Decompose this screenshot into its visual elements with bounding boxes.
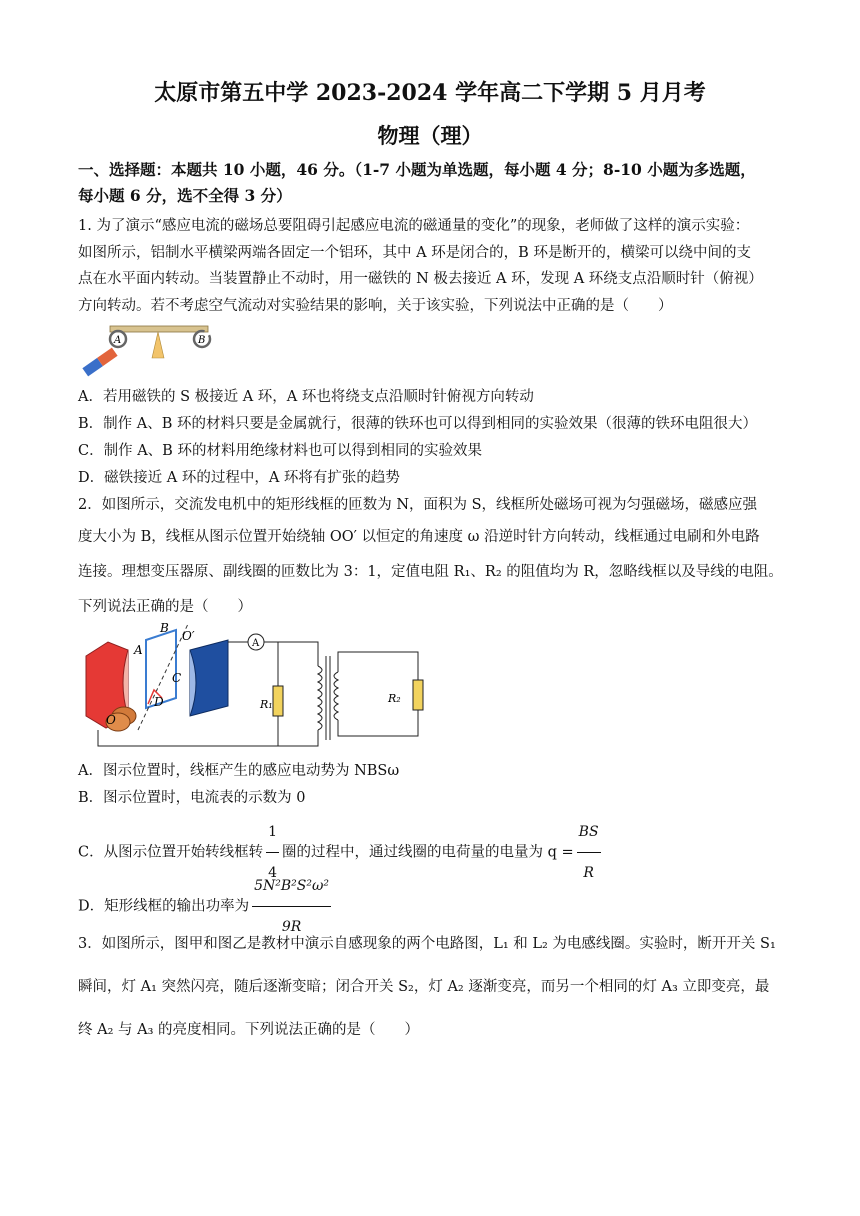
section-heading-line1: 一、选择题：本题共 10 小题，46 分。（1-7 小题为单选题，每小题 4 分；8-10 小题为多选题， — [78, 160, 756, 179]
q1-line1: 1. 为了演示“感应电流的磁场总要阻碍引起感应电流的磁通量的变化”的现象，老师做了这样的演示实验： — [78, 218, 750, 234]
q1-option-c: C．制作 A、B 环的材料用绝缘材料也可以得到相同的实验效果 — [78, 443, 482, 459]
q2-option-d: D．矩形线框的输出功率为 $\frac{\text{5N²B²S²ω²}}{9R}$ — [78, 866, 788, 947]
svg-text:O: O — [106, 713, 116, 727]
svg-text:A: A — [114, 335, 122, 346]
q2-line1: 2．如图所示，交流发电机中的矩形线框的匝数为 N，面积为 S，线框所处磁场可视为匀强磁场，磁感应强 — [78, 497, 758, 513]
svg-text:R₂: R₂ — [388, 692, 401, 705]
svg-text:O′: O′ — [182, 629, 195, 643]
magnet-icon — [82, 348, 117, 377]
resistor-r1-icon — [273, 686, 283, 716]
q3-line1: 3．如图所示，图甲和图乙是教材中演示自感现象的两个电路图，L₁ 和 L₂ 为电感线圈。实验时，断开开关 S₁ — [78, 936, 776, 952]
q1-ring-apparatus-figure — [78, 322, 223, 378]
section-heading-line2: 每小题 6 分，选不全得 3 分） — [78, 186, 292, 205]
svg-text:R₁: R₁ — [260, 698, 273, 711]
exam-subtitle: 物理（理） — [377, 123, 483, 148]
q2-option-b: B．图示位置时，电流表的示数为 0 — [78, 790, 306, 806]
q2-line2: 度大小为 B，线框从图示位置开始绕轴 OO′ 以恒定的角速度 ω 沿逆时针方向转动，线框通过电刷和外电路 — [78, 529, 760, 545]
svg-text:B: B — [160, 621, 169, 635]
svg-text:A: A — [252, 638, 260, 649]
svg-text:B: B — [198, 335, 206, 346]
q1-line3: 点在水平面内转动。当装置静止不动时，用一磁铁的 N 极去接近 A 环，发现 A 环绕支点沿顺时针（俯视） — [78, 271, 763, 287]
svg-text:C: C — [172, 671, 182, 685]
exam-title: 太原市第五中学 2023-2024 学年高二下学期 5 月月考 — [154, 80, 706, 106]
q2-line4: 下列说法正确的是（ ） — [78, 599, 252, 615]
q1-line2: 如图所示，铝制水平横梁两端各固定一个铝环，其中 A 环是闭合的，B 环是断开的，横梁可以绕中间的支 — [78, 245, 751, 261]
q2-option-c: C．从图示位置开始转线框转 $\frac{1}{4}$ 圈的过程中，通过线圈的电荷量的电量为 q = $\frac{BS}{R}$ — [78, 812, 788, 893]
q1-line4: 方向转动。若不考虑空气流动对实验结果的影响，关于该实验，下列说法中正确的是（ ） — [78, 298, 673, 314]
svg-text:A: A — [134, 643, 143, 657]
resistor-r2-icon — [413, 680, 423, 710]
svg-text:D: D — [154, 695, 164, 709]
q1-option-a: A．若用磁铁的 S 极接近 A 环，A 环也将绕支点沿顺时针俯视方向转动 — [78, 389, 534, 405]
q2-generator-circuit-figure — [78, 620, 428, 752]
q3-line2: 瞬间，灯 A₁ 突然闪亮，随后逐渐变暗；闭合开关 S₂，灯 A₂ 逐渐变亮，而另一个相同的灯 A₃ 立即变亮，最 — [78, 979, 770, 995]
q2-line3: 连接。理想变压器原、副线圈的匝数比为 3：1，定值电阻 R₁、R₂ 的阻值均为 R，忽略线框以及导线的电阻。 — [78, 564, 783, 580]
q3-line3: 终 A₂ 与 A₃ 的亮度相同。下列说法正确的是（ ） — [78, 1022, 420, 1038]
q1-option-d: D．磁铁接近 A 环的过程中，A 环将有扩张的趋势 — [78, 470, 400, 486]
q2-option-a: A．图示位置时，线框产生的感应电动势为 NBSω — [78, 763, 400, 779]
q1-option-b: B．制作 A、B 环的材料只要是金属就行，很薄的铁环也可以得到相同的实验效果（很薄的铁环电阻很大） — [78, 416, 757, 432]
